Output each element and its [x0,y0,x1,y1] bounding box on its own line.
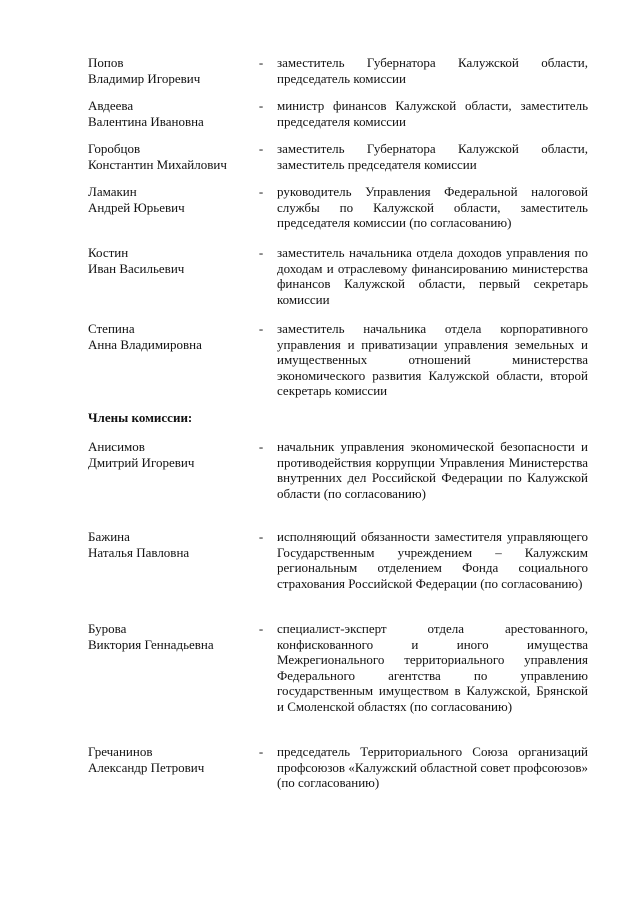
member-role: исполняющий обязанности заместителя управляющего Государственным учреждением – Калужским региональным отделением Фонда социального страхования Российской Федерации (по согласованию) [277,529,588,591]
member-role: руководитель Управления Федеральной налоговой службы по Калужской области, заместитель председателя комиссии (по согласованию) [277,184,588,231]
member-given-names: Валентина Ивановна [88,114,204,129]
member-role: министр финансов Калужской области, заместитель председателя комиссии [277,98,588,129]
separator-dash: - [258,141,264,156]
member-given-names: Андрей Юрьевич [88,200,185,215]
separator-dash: - [258,621,264,636]
member-surname: Гречанинов [88,744,153,759]
member-surname: Ламакин [88,184,137,199]
member-given-names: Иван Васильевич [88,261,185,276]
member-given-names: Александр Петрович [88,760,205,775]
separator-dash: - [258,439,264,454]
member-surname: Бурова [88,621,127,636]
member-role: начальник управления экономической безопасности и противодействия коррупции Управления Министерства внутренних дел Российской Федерации по Калужской области (по согласованию) [277,439,588,501]
separator-dash: - [258,321,264,336]
member-surname: Бажина [88,529,130,544]
member-role: специалист-эксперт отдела арестованного, конфискованного и иного имущества Межрегионального территориального управления Федерального агентства по управлению государственным имуществом в Калужской, Брянской и Смоленской областях (по согласованию) [277,621,588,714]
member-surname: Авдеева [88,98,134,113]
member-surname: Попов [88,55,124,70]
member-role: заместитель Губернатора Калужской области, заместитель председателя комиссии [277,141,588,172]
member-given-names: Анна Владимировна [88,337,202,352]
separator-dash: - [258,529,264,544]
member-role: заместитель начальника отдела корпоративного управления и приватизации управления земельных и имущественных отношений министерства экономического развития Калужской области, второй секретарь комиссии [277,321,588,399]
member-given-names: Наталья Павловна [88,545,190,560]
separator-dash: - [258,55,264,70]
member-given-names: Владимир Игоревич [88,71,201,86]
member-role: заместитель начальника отдела доходов управления по доходам и отраслевому финансированию министерства финансов Калужской области, первый секретарь комиссии [277,245,588,307]
member-surname: Костин [88,245,129,260]
section-heading-members: Члены комиссии: [88,410,193,425]
member-given-names: Дмитрий Игоревич [88,455,195,470]
member-surname: Степина [88,321,135,336]
separator-dash: - [258,184,264,199]
member-role: заместитель Губернатора Калужской области, председатель комиссии [277,55,588,86]
member-given-names: Константин Михайлович [88,157,227,172]
member-surname: Анисимов [88,439,145,454]
separator-dash: - [258,98,264,113]
member-given-names: Виктория Геннадьевна [88,637,214,652]
separator-dash: - [258,744,264,759]
member-surname: Горобцов [88,141,141,156]
member-role: председатель Территориального Союза организаций профсоюзов «Калужский областной совет профсоюзов» (по согласованию) [277,744,588,791]
separator-dash: - [258,245,264,260]
